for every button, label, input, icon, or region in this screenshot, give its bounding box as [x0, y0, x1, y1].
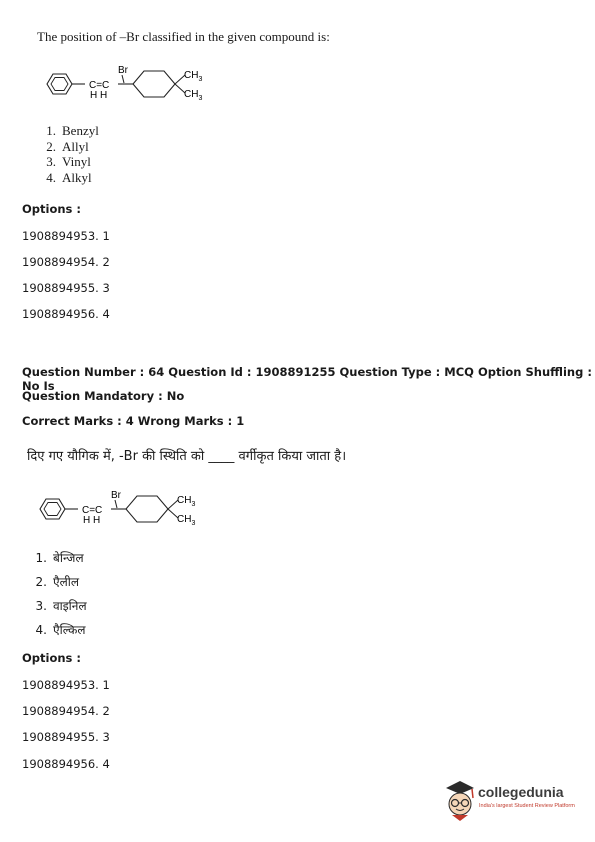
ch3-bottom-label: $CH_3$ [177, 514, 196, 527]
question-text-english: The position of –Br classified in the given compound is: [37, 29, 330, 44]
ch3-bottom-label: $CH_3$ [184, 89, 203, 102]
list-item: 4. एैल्किल [35, 623, 86, 637]
list-item: 4. Alkyl [46, 169, 92, 185]
question-meta-line: Correct Marks : 4 Wrong Marks : 1 [22, 414, 245, 428]
choice-list-english [36, 123, 99, 185]
list-item: 2. Allyl [46, 138, 89, 154]
option-item: 1908894953. 1 [22, 678, 110, 692]
chain-label: C=C [82, 505, 103, 516]
chain-label: C=C [89, 80, 110, 91]
ch3-top-label: $CH_3$ [177, 495, 196, 508]
list-item: 3. वाइनिल [35, 599, 87, 613]
hydrogen-label: H H [83, 515, 101, 526]
mascot-icon [442, 778, 478, 822]
list-item: 2. एैलील [35, 575, 80, 589]
bromine-label: Br [118, 65, 128, 76]
options-label: Options : [22, 202, 81, 216]
option-item: 1908894955. 3 [22, 730, 110, 744]
option-item: 1908894956. 4 [22, 307, 110, 321]
option-item: 1908894955. 3 [22, 281, 110, 295]
logo-tagline: India's largest Student Review Platform [479, 803, 575, 809]
bromine-label: Br [111, 490, 121, 501]
hydrogen-label: H H [90, 90, 108, 101]
list-item: 1. बेन्जिल [35, 551, 84, 565]
option-item: 1908894956. 4 [22, 757, 110, 771]
question-meta-line: Question Number : 64 Question Id : 1908891255 Question Type : MCQ Option Shuffling : No Is [22, 365, 592, 393]
ch3-top-label: $CH_3$ [184, 70, 203, 83]
molecule-diagram-english [37, 62, 227, 106]
question-meta-line: Question Mandatory : No [22, 389, 185, 403]
option-item: 1908894953. 1 [22, 229, 110, 243]
molecule-diagram-hindi [30, 487, 220, 531]
option-item: 1908894954. 2 [22, 704, 110, 718]
options-label: Options : [22, 651, 81, 665]
option-item: 1908894954. 2 [22, 255, 110, 269]
list-item: 1. Benzyl [46, 123, 99, 138]
logo-wordmark: collegedunia [478, 784, 564, 800]
list-item: 3. Vinyl [46, 154, 91, 169]
collegedunia-logo [442, 778, 582, 822]
question-text-hindi: दिए गए यौगिक में, -Br की स्थिति को ____ वर्गीकृत किया जाता है। [27, 449, 347, 464]
choice-list-hindi [27, 546, 87, 642]
